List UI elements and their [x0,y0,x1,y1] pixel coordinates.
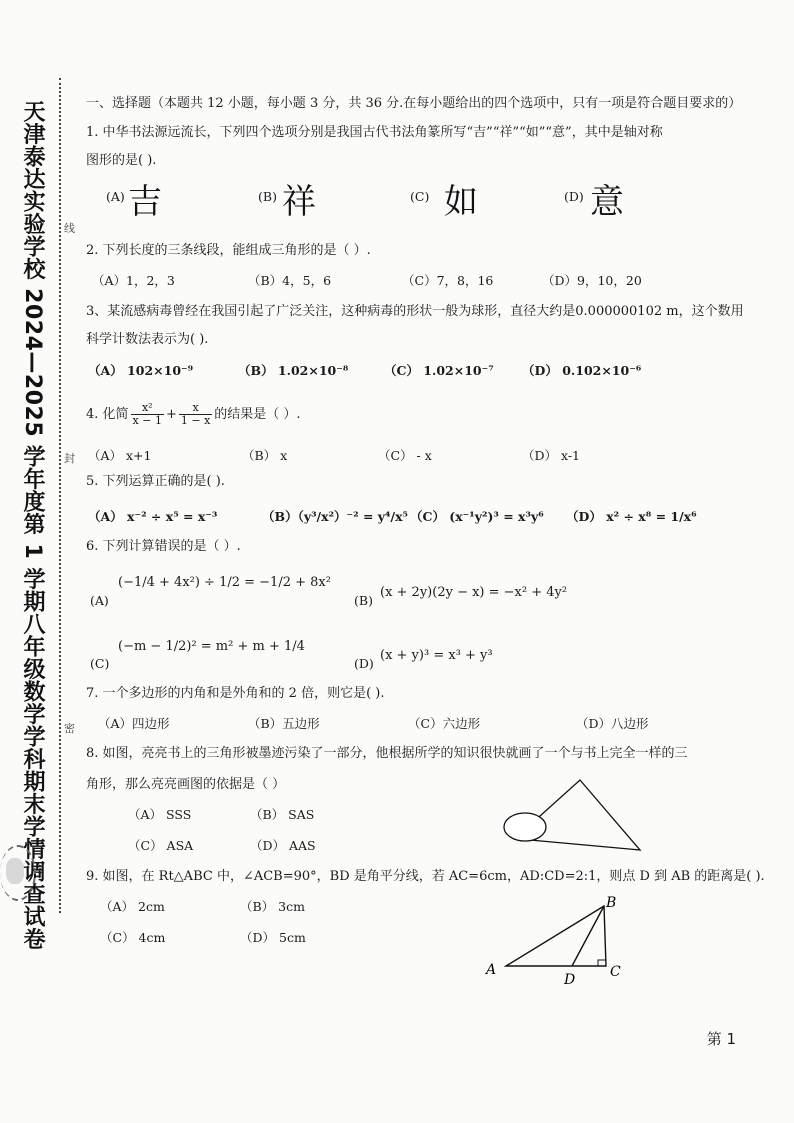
q8-stem-line2: 角形，那么亮亮画图的依据是（ ） [86,777,286,792]
q8-option-d: （D） AAS [250,838,316,853]
binding-mark-mi: 密 [64,722,75,735]
q9-option-b: （B） 3cm [240,899,305,914]
q7-option-a: （A）四边形 [98,716,170,731]
q4-option-c: （C） - x [378,448,432,463]
q5-option-c: （C） (x⁻¹y²)³ = x³y⁶ [410,509,544,524]
q4-fraction-1 [131,402,164,427]
q7-option-b: （B）五边形 [248,716,320,731]
q1-option-c-glyph: 如 [444,182,476,222]
q6-option-b-label: (B) [354,593,373,608]
q4-fraction-1-num: x² [131,402,164,415]
q2-option-d: （D）9，10，20 [542,273,642,288]
q6-option-d-expr: (x + y)³ = x³ + y³ [380,648,493,663]
binding-mark-feng: 封 [64,452,75,465]
q6-option-a-label: (A) [90,593,109,608]
q6-option-c-expr: (−m − 1/2)² = m² + m + 1/4 [118,639,305,654]
q9-label-c: C [610,964,621,980]
q9-label-a: A [486,962,497,978]
q3-stem-line2: 科学计数法表示为( ). [86,332,209,347]
q7-stem: 7. 一个多边形的内角和是外角和的 2 倍，则它是( ). [86,686,385,701]
binding-dotted-line [59,78,61,913]
q1-option-a-glyph: 吉 [128,182,160,222]
q1-option-d-label: (D) [564,189,584,204]
exam-title-vertical: 天津泰达实验学校 2024—2025 学年度第 1 学期八年级数学学科期末学情调查试卷 [20,100,45,950]
q9-option-c: （C） 4cm [100,930,166,945]
q7-option-d: （D）八边形 [576,716,649,731]
q4-fraction-1-den: x − 1 [132,414,162,427]
q9-option-a: （A） 2cm [100,899,165,914]
q3-stem-line1: 3、某流感病毒曾经在我国引起了广泛关注，这种病毒的形状一般为球形，直径大约是0.000000102 m，这个数用 [86,304,744,319]
q1-stem-line2: 图形的是( ). [86,153,157,168]
q5-stem: 5. 下列运算正确的是( ). [86,474,225,489]
q4-fraction-2-den: 1 − x [180,414,211,427]
school-seal-emblem [6,858,24,884]
q4-plus: + [165,407,177,422]
q4-stem [86,400,301,430]
q4-suffix: 的结果是（ ）. [214,407,301,422]
q9-stem: 9. 如图，在 Rt△ABC 中，∠ACB=90°，BD 是角平分线，若 AC=6cm，AD:CD=2:1，则点 D 到 AB 的距离是( ). [86,869,765,884]
q8-stem-line1: 8. 如图，亮亮书上的三角形被墨迹污染了一部分，他根据所学的知识很快就画了一个与书上完全一样的三 [86,746,688,761]
page-number: 第 1 [706,1030,736,1048]
q8-option-b: （B） SAS [250,807,315,822]
q6-option-d-label: (D) [354,656,374,671]
q4-option-b: （B） x [242,448,288,463]
q3-option-d: （D） 0.102×10⁻⁶ [522,363,642,378]
q3-option-b: （B） 1.02×10⁻⁸ [238,363,349,378]
q1-option-b-glyph: 祥 [282,182,314,222]
q8-ink-blot [504,813,546,841]
q3-option-a: （A） 102×10⁻⁹ [88,363,194,378]
q8-triangle-figure [500,770,650,860]
q1-option-a-label: (A) [106,189,125,204]
q8-option-a: （A） SSS [128,807,192,822]
q2-option-c: （C）7，8，16 [402,273,494,288]
q9-triangle-figure [480,890,630,990]
q4-option-d: （D） x-1 [522,448,581,463]
q4-option-a: （A） x+1 [88,448,152,463]
q1-option-b-label: (B) [258,189,277,204]
q1-option-c-label: (C) [410,189,430,204]
section-header: 一、选择题（本题共 12 小题，每小题 3 分，共 36 分.在每小题给出的四个选项中，只有一项是符合题目要求的） [86,96,742,111]
q6-option-b-expr: (x + 2y)(2y − x) = −x² + 4y² [380,585,568,600]
q4-fraction-2 [179,402,212,427]
q9-right-angle-mark [598,960,606,966]
q5-option-d: （D） x² ÷ x⁸ = 1/x⁶ [566,509,697,524]
q2-option-a: （A）1，2，3 [92,273,175,288]
q4-fraction-2-num: x [179,402,212,415]
q8-triangle-lines [530,780,640,850]
q1-option-d-glyph: 意 [590,182,622,222]
q3-option-c: （C） 1.02×10⁻⁷ [384,363,494,378]
q9-label-d: D [564,972,576,988]
q9-triangle-abc [506,906,606,966]
q7-option-c: （C）六边形 [408,716,481,731]
binding-mark-xian: 线 [64,222,75,235]
q6-stem: 6. 下列计算错误的是（ ）. [86,539,241,554]
q9-option-d: （D） 5cm [240,930,306,945]
q4-prefix: 4. 化简 [86,407,129,422]
q8-option-c: （C） ASA [128,838,194,853]
q6-option-a-expr: (−1/4 + 4x²) ÷ 1/2 = −1/2 + 8x² [118,575,331,590]
q1-stem-line1: 1. 中华书法源远流长，下列四个选项分别是我国古代书法角篆所写“吉”“祥”“如”“意”，其中是轴对称 [86,125,663,140]
q5-option-b: （B）（y³/x²）⁻² = y⁴/x⁵ [262,509,409,524]
q2-option-b: （B）4，5，6 [248,273,332,288]
q9-label-b: B [606,895,617,911]
q6-option-c-label: (C) [90,656,110,671]
q5-option-a: （A） x⁻² ÷ x⁵ = x⁻³ [88,509,218,524]
q2-stem: 2. 下列长度的三条线段，能组成三角形的是（ ）. [86,243,371,258]
